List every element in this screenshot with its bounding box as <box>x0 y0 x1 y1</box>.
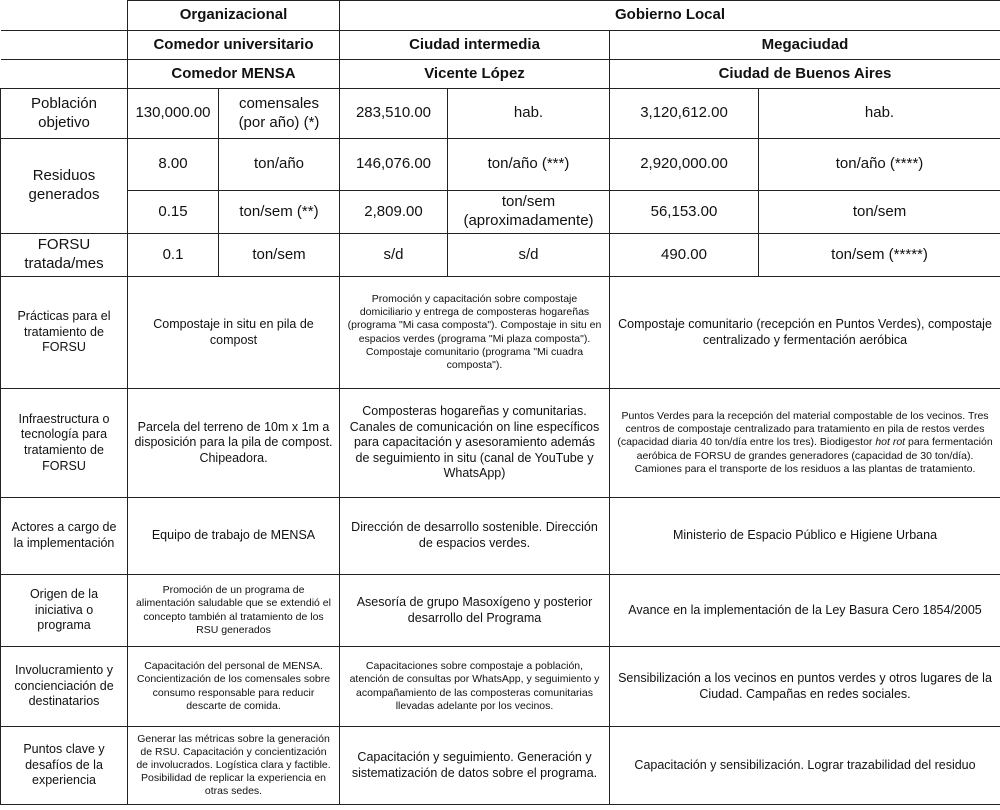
mensa-actores: Equipo de trabajo de MENSA <box>128 498 340 575</box>
corner-blank <box>1 1 128 31</box>
mensa-involucramiento: Capacitación del personal de MENSA. Concientización de los comensales sobre consumo responsable para reducir descarte de comida. <box>128 647 340 727</box>
mensa-residuos-value-2: 0.15 <box>128 191 219 234</box>
header-comedor-universitario: Comedor universitario <box>128 31 340 60</box>
caba-forsu-unit: ton/sem (*****) <box>759 234 1000 277</box>
caba-residuos-value-2: 56,153.00 <box>610 191 759 234</box>
caba-infra-text-1: Puntos Verdes para la recepción del material compostable de los vecinos. Tres centros de compostaje centralizado para tratamiento en pila de restos verdes (capacidad diaria 40 ton/día entre los tres). Biodigestor <box>617 410 989 449</box>
row-label-origen: Origen de la iniciativa o programa <box>1 575 128 647</box>
vl-actores: Dirección de desarrollo sostenible. Dirección de espacios verdes. <box>340 498 610 575</box>
vl-involucramiento: Capacitaciones sobre compostaje a población, atención de consultas por WhatsApp, y seguimiento y acompañamiento de las composteras comunitarias llevadas adelante por los vecinos. <box>340 647 610 727</box>
vl-residuos-unit-2: ton/sem (aproximadamente) <box>448 191 610 234</box>
caba-practicas: Compostaje comunitario (recepción en Puntos Verdes), compostaje centralizado y fermentación aeróbica <box>610 277 1000 389</box>
vl-forsu-unit: s/d <box>448 234 610 277</box>
row-label-actores: Actores a cargo de la implementación <box>1 498 128 575</box>
caba-infra-text-2: para fermentación aeróbica de FORSU de grandes generadores (capacidad de 30 ton/día). Camiones para el transporte de los residuos a las plantas de tratamiento. <box>634 436 993 475</box>
header-megaciudad: Megaciudad <box>610 31 1000 60</box>
mensa-forsu-value: 0.1 <box>128 234 219 277</box>
mensa-poblacion-unit: comensales (por año) (*) <box>219 89 340 139</box>
row-label-forsu: FORSU tratada/mes <box>1 234 128 277</box>
vl-poblacion-value: 283,510.00 <box>340 89 448 139</box>
caba-forsu-value: 490.00 <box>610 234 759 277</box>
mensa-infraestructura: Parcela del terreno de 10m x 1m a disposición para la pila de compost. Chipeadora. <box>128 389 340 498</box>
caba-residuos-unit-2: ton/sem <box>759 191 1000 234</box>
header-ciudad-intermedia: Ciudad intermedia <box>340 31 610 60</box>
mensa-residuos-unit-2: ton/sem (**) <box>219 191 340 234</box>
caba-origen: Avance en la implementación de la Ley Basura Cero 1854/2005 <box>610 575 1000 647</box>
row-label-infraestructura: Infraestructura o tecnología para tratamiento de FORSU <box>1 389 128 498</box>
caba-infraestructura <box>610 389 1000 498</box>
row-label-residuos: Residuos generados <box>1 139 128 234</box>
header-comedor-mensa: Comedor MENSA <box>128 60 340 89</box>
mensa-origen: Promoción de un programa de alimentación saludable que se extendió el concepto también al tratamiento de los RSU generados <box>128 575 340 647</box>
header-gobierno-local: Gobierno Local <box>340 1 1000 31</box>
caba-involucramiento: Sensibilización a los vecinos en puntos verdes y otros lugares de la Ciudad. Campañas en redes sociales. <box>610 647 1000 727</box>
mensa-poblacion-value: 130,000.00 <box>128 89 219 139</box>
corner-blank <box>1 60 128 89</box>
mensa-residuos-unit-1: ton/año <box>219 139 340 191</box>
corner-blank <box>1 31 128 60</box>
row-label-poblacion: Población objetivo <box>1 89 128 139</box>
mensa-residuos-value-1: 8.00 <box>128 139 219 191</box>
mensa-practicas: Compostaje in situ en pila de compost <box>128 277 340 389</box>
caba-puntos: Capacitación y sensibilización. Lograr trazabilidad del residuo <box>610 727 1000 805</box>
vl-residuos-unit-1: ton/año (***) <box>448 139 610 191</box>
caba-residuos-value-1: 2,920,000.00 <box>610 139 759 191</box>
caba-poblacion-value: 3,120,612.00 <box>610 89 759 139</box>
header-vicente-lopez: Vicente López <box>340 60 610 89</box>
caba-residuos-unit-1: ton/año (****) <box>759 139 1000 191</box>
mensa-forsu-unit: ton/sem <box>219 234 340 277</box>
caba-actores: Ministerio de Espacio Público e Higiene Urbana <box>610 498 1000 575</box>
vl-residuos-value-2: 2,809.00 <box>340 191 448 234</box>
header-ciudad-bsas: Ciudad de Buenos Aires <box>610 60 1000 89</box>
caba-poblacion-unit: hab. <box>759 89 1000 139</box>
vl-residuos-value-1: 146,076.00 <box>340 139 448 191</box>
vl-puntos: Capacitación y seguimiento. Generación y sistematización de datos sobre el programa. <box>340 727 610 805</box>
mensa-puntos: Generar las métricas sobre la generación de RSU. Capacitación y concientización de involucrados. Logística clara y factible. Posibilidad de replicar la experiencia en otras sedes. <box>128 727 340 805</box>
vl-practicas: Promoción y capacitación sobre compostaje domiciliario y entrega de composteras hogareñas (programa "Mi casa composta"). Compostaje in situ en espacios verdes (programa "Mi plaza composta"). Compostaje comunitario (programa "Mi cuadra composta"). <box>340 277 610 389</box>
row-label-involucramiento: Involucramiento y concienciación de destinatarios <box>1 647 128 727</box>
row-label-puntos: Puntos clave y desafíos de la experiencia <box>1 727 128 805</box>
vl-poblacion-unit: hab. <box>448 89 610 139</box>
caba-infra-text-em: hot rot <box>875 436 906 449</box>
row-label-practicas: Prácticas para el tratamiento de FORSU <box>1 277 128 389</box>
vl-origen: Asesoría de grupo Masoxígeno y posterior desarrollo del Programa <box>340 575 610 647</box>
vl-infraestructura: Composteras hogareñas y comunitarias. Canales de comunicación on line específicos para capacitación y asesoramiento además de seguimiento in situ (canal de YouTube y WhatsApp) <box>340 389 610 498</box>
vl-forsu-value: s/d <box>340 234 448 277</box>
header-organizacional: Organizacional <box>128 1 340 31</box>
